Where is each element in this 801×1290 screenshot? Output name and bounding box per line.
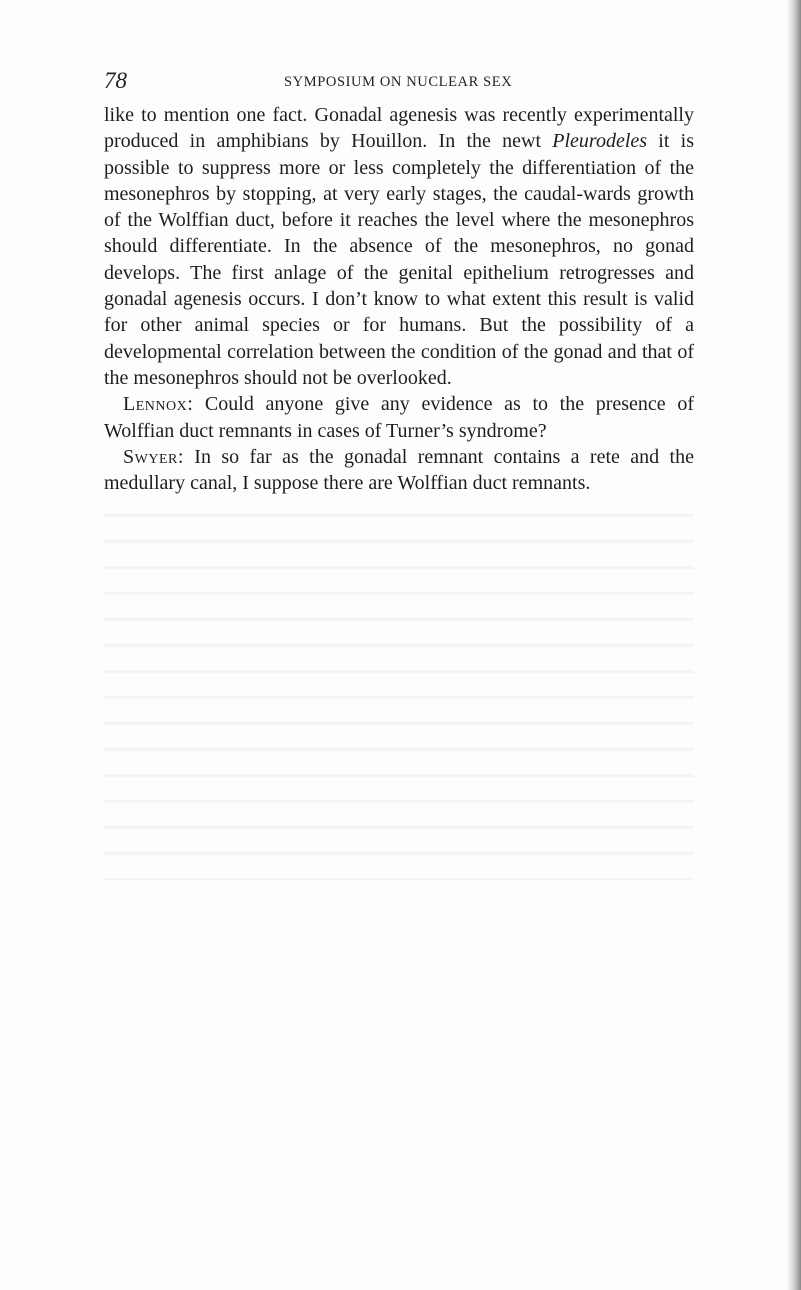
speaker-swyer: Swyer: xyxy=(123,445,184,468)
page-number: 78 xyxy=(104,68,127,93)
paragraph-swyer xyxy=(104,444,694,497)
paragraph-lennox xyxy=(104,391,694,444)
body-text xyxy=(104,102,694,496)
show-through-bleed xyxy=(104,500,694,880)
running-head: SYMPOSIUM ON NUCLEAR SEX xyxy=(284,74,513,90)
genus-name: Pleurodeles xyxy=(552,130,648,153)
paragraph1-text-before-genus: like to mention one fact. Gonadal agenesis was recently experimentally produced in amphibians by Houillon. In the newt xyxy=(104,104,694,153)
page-header xyxy=(104,66,684,96)
speaker-lennox: Lennox: xyxy=(123,393,194,416)
paragraph1-text-after-genus: it is possible to suppress more or less completely the differentiation of the mesonephros by stopping, at very early stages, the caudal-wards growth of the Wolffian duct, before it reaches the level where the mesonephros should differentiate. In the absence of the mesonephros, no gonad develops. The first anlage of the genital epithelium retrogresses and gonadal agenesis occurs. I don’t know to what extent this result is valid for other animal species or for humans. But the possibility of a developmental correlation between the condition of the gonad and that of the mesonephros should not be overlooked. xyxy=(104,130,694,389)
paragraph2-text: Could anyone give any evidence as to the presence of Wolffian duct remnants in cases of Turner’s syndrome? xyxy=(104,393,694,442)
page-edge-shadow xyxy=(787,0,801,1290)
paragraph-continuation xyxy=(104,102,694,391)
paragraph3-text: In so far as the gonadal remnant contains a rete and the medullary canal, I suppose there are Wolffian duct remnants. xyxy=(104,445,694,495)
